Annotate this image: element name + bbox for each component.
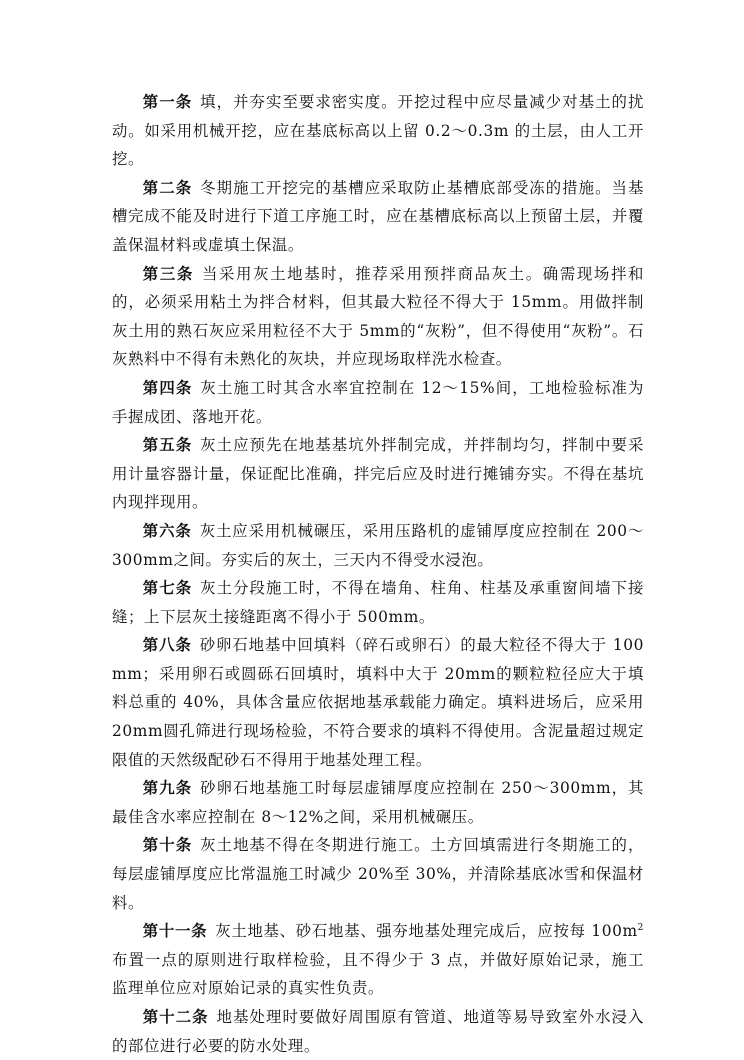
article-5	[112, 431, 644, 517]
article-heading: 第四条	[142, 378, 193, 397]
article-1	[112, 88, 644, 174]
article-text: 填，并夯实至要求密实度。开挖过程中应尽量减少对基土的扰动。如采用机械开挖，应在基底标高以上留 0.2～0.3m 的土层，由人工开挖。	[112, 93, 644, 169]
article-heading: 第一条	[142, 93, 193, 111]
article-text: 灰土应采用机械碾压，采用压路机的虚铺厚度应控制在 200～300mm之间。夯实后的灰土，三天内不得受水浸泡。	[112, 521, 644, 569]
article-text: 砂卵石地基施工时每层虚铺厚度应控制在 250～300mm，其最佳含水率应控制在 8～12%之间，采用机械碾压。	[112, 779, 644, 826]
article-heading: 第二条	[142, 178, 193, 197]
article-heading: 第十一条	[142, 922, 208, 941]
article-text: 冬期施工开挖完的基槽应采取防止基槽底部受冻的措施。当基槽完成不能及时进行下道工序施工时，应在基槽底标高以上预留土层，并覆盖保温材料或虚填土保温。	[112, 178, 644, 254]
article-text: 当采用灰土地基时，推荐采用预拌商品灰土。确需现场拌和的，必须采用粘土为拌合材料，但其最大粒径不得大于 15mm。用做拌制灰土用的熟石灰应采用粒径不大于 5mm的“灰粉”，但不得使用“灰粉”。石灰熟料中不得有未熟化的灰块，并应现场取样洗水检查。	[112, 264, 644, 369]
article-text: 灰土施工时其含水率宜控制在 12～15%间，工地检验标准为手握成团、落地开花。	[112, 378, 644, 426]
document-page	[112, 88, 644, 1060]
article-text: 地基处理时要做好周围原有管道、地道等易导致室外水浸入的部位进行必要的防水处理。	[112, 1008, 644, 1055]
article-heading: 第六条	[142, 521, 192, 540]
article-10	[112, 831, 644, 917]
article-heading: 第七条	[142, 579, 193, 598]
article-text: 灰土地基、砂石地基、强夯地基处理完成后，应按每 100m	[215, 922, 638, 941]
article-heading: 第八条	[142, 636, 192, 655]
article-6	[112, 517, 644, 574]
superscript: 2	[637, 923, 644, 934]
article-2	[112, 174, 644, 260]
article-heading: 第十二条	[142, 1008, 209, 1026]
article-11	[112, 917, 644, 1003]
article-heading: 第三条	[142, 264, 194, 283]
article-8	[112, 631, 644, 774]
article-text: 灰土分段施工时，不得在墙角、柱角、柱基及承重窗间墙下接缝；上下层灰土接缝距离不得小于 500mm。	[112, 579, 644, 626]
article-text: 砂卵石地基中回填料（碎石或卵石）的最大粒径不得大于 100mm；采用卵石或圆砾石回填时，填料中大于 20mm的颗粒粒径应大于填料总重的 40%，具体含量应依据地基承载能力确定。填料进场后，应采用 20mm圆孔筛进行现场检验，不符合要求的填料不得使用。含泥量超过规定限值的天然级配砂石不得用于地基处理工程。	[112, 636, 644, 769]
article-3	[112, 260, 644, 374]
article-heading: 第九条	[142, 779, 193, 798]
article-text: 灰土地基不得在冬期进行施工。土方回填需进行冬期施工的，每层虚铺厚度应比常温施工时减少 20%至 30%，并清除基底冰雪和保温材料。	[112, 836, 644, 912]
article-7	[112, 574, 644, 631]
article-text: 灰土应预先在地基基坑外拌制完成，并拌制均匀，拌制中要采用计量容器计量，保证配比准确，拌完后应及时进行摊铺夯实。不得在基坑内现拌现用。	[112, 436, 644, 512]
article-4	[112, 374, 644, 431]
article-text-continued: 布置一点的原则进行取样检验，且不得少于 3 点，并做好原始记录，施工监理单位应对原始记录的真实性负责。	[112, 950, 644, 998]
article-heading: 第十条	[142, 836, 193, 855]
article-12	[112, 1003, 644, 1060]
article-heading: 第五条	[142, 436, 193, 455]
article-9	[112, 774, 644, 831]
